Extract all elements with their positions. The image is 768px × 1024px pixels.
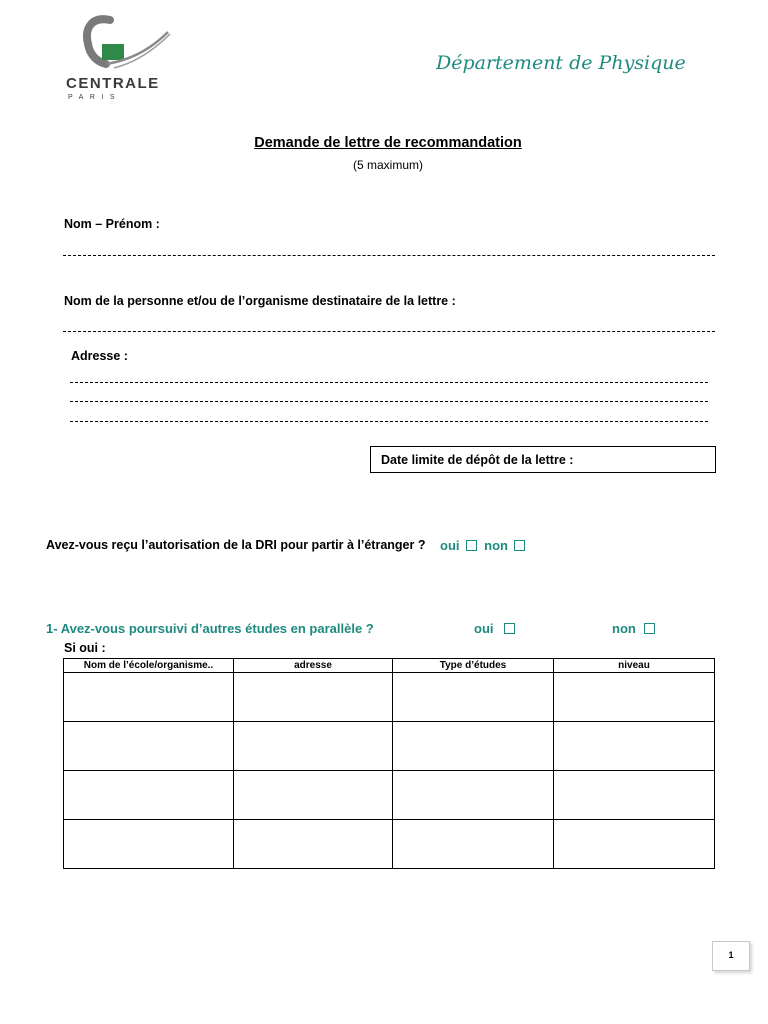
table-cell[interactable] bbox=[554, 673, 715, 722]
table-cell[interactable] bbox=[64, 820, 234, 869]
dri-no-checkbox[interactable] bbox=[514, 540, 525, 551]
table-row bbox=[64, 673, 715, 722]
table-cell[interactable] bbox=[234, 722, 393, 771]
recipient-field-line[interactable] bbox=[63, 331, 715, 332]
table-cell[interactable] bbox=[234, 771, 393, 820]
table-cell[interactable] bbox=[554, 722, 715, 771]
deadline-box[interactable] bbox=[370, 446, 716, 473]
column-header: Type d’études bbox=[393, 659, 554, 673]
table-cell[interactable] bbox=[64, 673, 234, 722]
recipient-label: Nom de la personne et/ou de l’organisme destinataire de la lettre : bbox=[64, 294, 456, 308]
page-number: 1 bbox=[712, 941, 750, 971]
table-cell[interactable] bbox=[64, 722, 234, 771]
table-cell[interactable] bbox=[393, 722, 554, 771]
table-header-row bbox=[64, 659, 715, 673]
name-field-line[interactable] bbox=[63, 255, 715, 256]
dri-question: Avez-vous reçu l’autorisation de la DRI pour partir à l’étranger ? bbox=[46, 538, 426, 552]
address-line-1[interactable] bbox=[70, 382, 708, 383]
name-label: Nom – Prénom : bbox=[64, 217, 160, 231]
form-subtitle: (5 maximum) bbox=[352, 158, 423, 172]
studies-yes-checkbox[interactable] bbox=[504, 623, 515, 634]
studies-no-checkbox[interactable] bbox=[644, 623, 655, 634]
studies-no-label: non bbox=[612, 621, 636, 636]
table-cell[interactable] bbox=[393, 820, 554, 869]
table-row bbox=[64, 722, 715, 771]
dri-answer-group bbox=[440, 538, 525, 553]
studies-yes-group bbox=[474, 621, 515, 636]
deadline-label: Date limite de dépôt de la lettre : bbox=[381, 453, 574, 467]
table-cell[interactable] bbox=[554, 771, 715, 820]
table-cell[interactable] bbox=[393, 673, 554, 722]
dri-yes-label: oui bbox=[440, 538, 460, 553]
studies-question: 1- Avez-vous poursuivi d’autres études en parallèle ? bbox=[46, 621, 374, 636]
department-title: Département de Physique bbox=[436, 52, 686, 74]
address-line-2[interactable] bbox=[70, 401, 708, 402]
studies-yes-label: oui bbox=[474, 621, 494, 636]
address-line-3[interactable] bbox=[70, 421, 708, 422]
form-title: Demande de lettre de recommandation bbox=[254, 135, 522, 151]
table-cell[interactable] bbox=[234, 820, 393, 869]
column-header: Nom de l’école/organisme.. bbox=[64, 659, 234, 673]
column-header: niveau bbox=[554, 659, 715, 673]
logo-text: CENTRALE bbox=[66, 75, 160, 92]
studies-no-group bbox=[612, 621, 655, 636]
studies-table bbox=[63, 658, 715, 869]
dri-yes-checkbox[interactable] bbox=[466, 540, 477, 551]
logo-subtext: PARIS bbox=[68, 94, 121, 101]
column-header: adresse bbox=[234, 659, 393, 673]
address-label: Adresse : bbox=[71, 349, 128, 363]
if-yes-label: Si oui : bbox=[64, 641, 106, 655]
table-row bbox=[64, 820, 715, 869]
table-cell[interactable] bbox=[393, 771, 554, 820]
dri-no-label: non bbox=[484, 538, 508, 553]
table-cell[interactable] bbox=[554, 820, 715, 869]
table-row bbox=[64, 771, 715, 820]
table-cell[interactable] bbox=[234, 673, 393, 722]
table-cell[interactable] bbox=[64, 771, 234, 820]
